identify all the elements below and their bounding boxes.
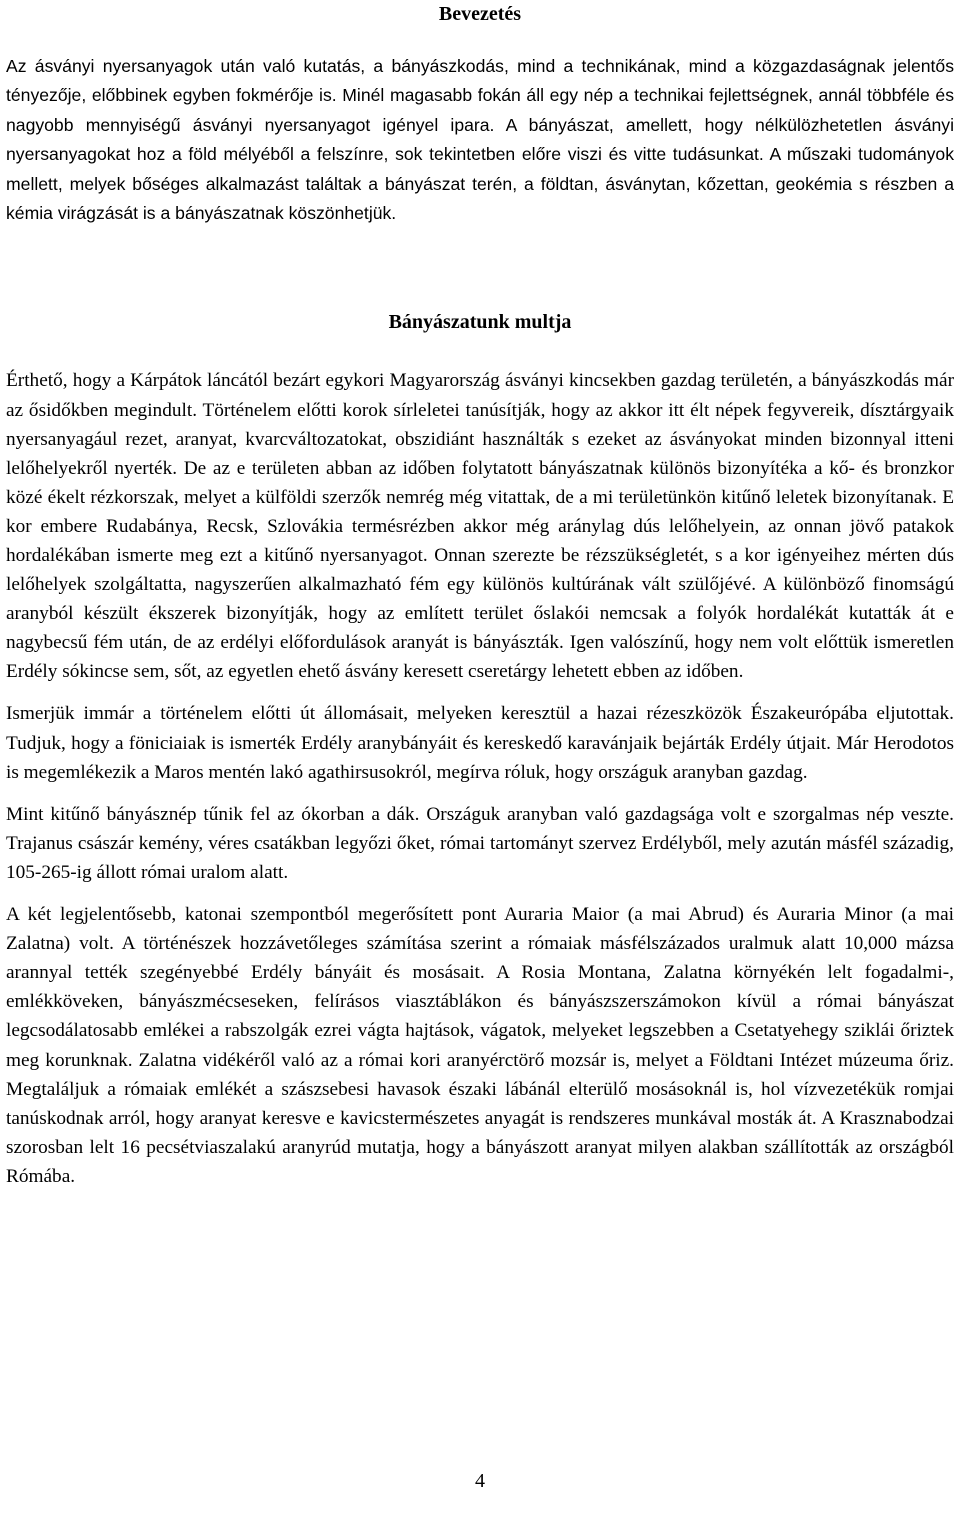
- history-paragraph-4: A két legjelentősebb, katonai szempontból megerősített pont Auraria Maior (a mai Abrud) és Auraria Minor (a mai Zalatna) volt. A történészek hozzávetőleges számítása szerint a rómaiak másfélszázados uralmuk alatt 10,000 mázsa arannyal tették szegényebbé Erdély bányáit és mosásait. A Rosia Montana, Zalatna környékén lelt fogadalmi-, emlékköveken, bányászmécseseken, felírásos viasztáblákon és bányászszerszámokon kívül a római bányászat legcsodálatosabb emlékei a rabszolgák ezrei vágta hajtások, vágatok, melyeket legszebben a Csetatyehegy sziklái őriztek meg korunknak. Zalatna vidékéről való az a római kori aranyérctörő mozsár is, melyet a Földtani Intézet múzeuma őriz. Megtaláljuk a rómaiak emlékét a szászsebesi havasok északi lábánál elterülő mosásoknál is, hol vízvezetékük romjai tanúskodnak arról, hogy aranyat keresve e kavicstermészetes anyagát is rendszeres munkával mosták át. A Krasznabodzai szorosban lelt 16 pecsétviaszalakú aranyrúd mutatja, hogy a bányászott aranyat milyen alakban szállították az országból Rómába.: [6, 904, 954, 1187]
- history-paragraph-1: Érthető, hogy a Kárpátok láncától bezárt egykori Magyarország ásványi kincsekben gazdag területén, a bányászkodás már az ősidőkben megindult. Történelem előtti korok sírleletei tanúsítják, hogy az akkor itt élt népek fegyvereik, dísztárgyaik nyersanyagául rezet, aranyat, kvarcváltozatokat, obszidiánt használták s ezeket az ásványokat minden bizonnyal itteni lelőhelyekről nyerték. De az e területen abban az időben folytatott bányászatnak különös bizonyítéka a kő- és bronzkor közé ékelt rézkorszak, melyet a külföldi szerzők nemrég még vitattak, de a mi területünkön kitűnő leletek bizonyítanak. E kor embere Rudabánya, Recsk, Szlovákia termésrézben akkor még aránylag dús lelőhelyein, az onnan jövő patakok hordalékában ismerte meg ezt a kitűnő nyersanyagot. Onnan szerezte be rézszükségletét, s a kor igényeihez mérten dús lelőhelyek szolgáltatta, nagyszerűen alkalmazható fém egy különös kultúrának vált szülőjévé. A különböző finomságú aranyból készült ékszerek bizonyítják, hogy az említett terület őslakói nemcsak a folyók hordalékát kutatták át e nagybecsű fém után, de az erdélyi előfordulások aranyát is bányászták. Igen valószínű, hogy nem volt előttük ismeretlen Erdély sókincse sem, sőt, az egyetlen ehető ásvány keresett cseretárgy lehetett ebben az időben.: [6, 370, 954, 683]
- page-number: 4: [475, 1470, 485, 1492]
- history-paragraph-2: Ismerjük immár a történelem előtti út állomásait, melyeken keresztül a hazai rézeszközök Északeurópába eljutottak. Tudjuk, hogy a föniciaiak is ismerték Erdély aranybányáit és kereskedő karavánjaik bejárták Erdély útjait. Már Herodotos is megemlékezik a Maros mentén lakó agathirsusokról, megírva róluk, hogy országuk aranyban gazdag.: [6, 703, 954, 783]
- document-page: [6, 0, 954, 1191]
- history-paragraph-3: Mint kitűnő bányásznép tűnik fel az ókorban a dák. Országuk aranyban való gazdagsága volt e szorgalmas nép veszte. Trajanus császár kemény, véres csatákban legyőzi őket, római tartományt szervez Erdélyből, mely azután másfél századig, 105-265-ig állott római uralom alatt.: [6, 803, 954, 883]
- section-title-history: Bányászatunk multja: [388, 311, 572, 334]
- section-title-intro: Bevezetés: [438, 3, 522, 25]
- intro-paragraph: Az ásványi nyersanyagok után való kutatás, a bányászkodás, mind a technikának, mind a közgazdaságnak jelentős tényezője, előbbinek egyben fokmérője is. Minél magasabb fokán áll egy nép a technikai fejlettségnek, annál többféle és nagyobb mennyiségű ásványi nyersanyagot igényel ipara. A bányászat, amellett, hogy nélkülözhetetlen ásványi nyersanyagokat hoz a föld mélyéből a felszínre, sok tekintetben előre viszi és vitte tudásunkat. A műszaki tudományok mellett, melyek bőséges alkalmazást találtak a bányászat terén, a földtan, ásványtan, kőzettan, geokémia s részben a kémia virágzását is a bányászatnak köszönhetjük.: [6, 56, 954, 224]
